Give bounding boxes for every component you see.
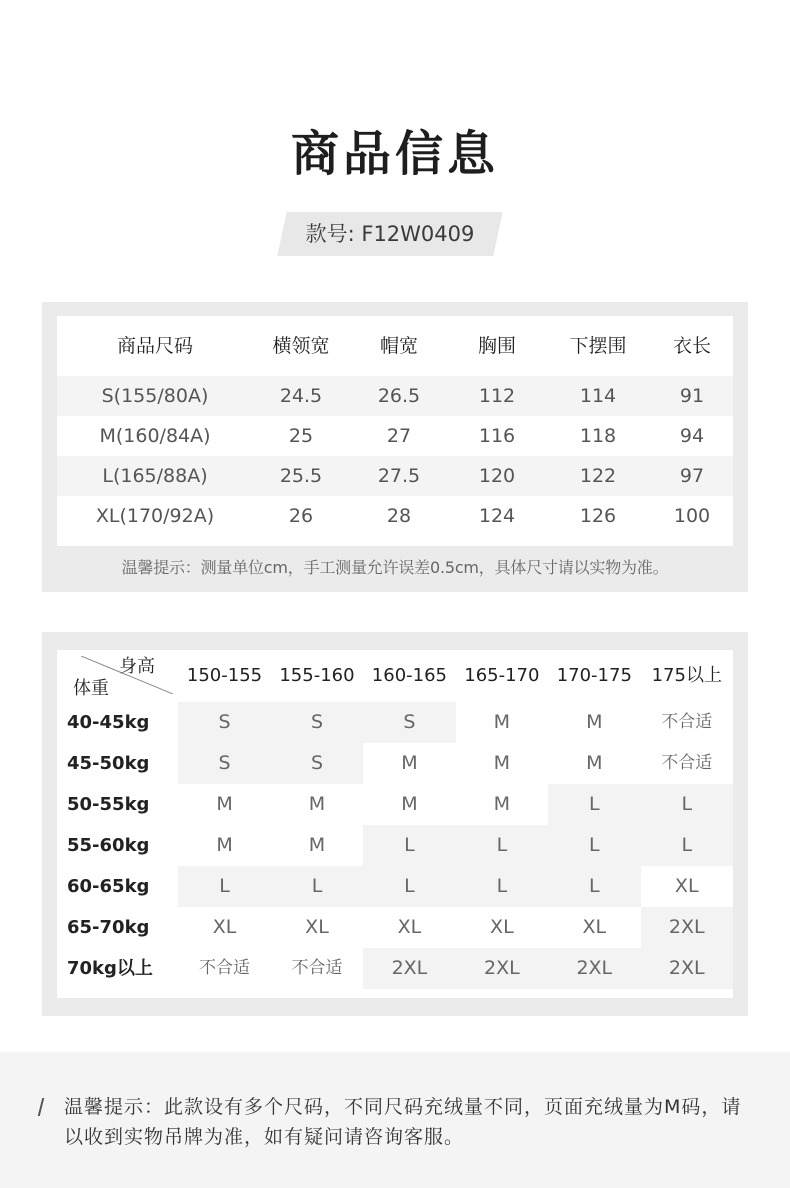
height-header: 175以上 bbox=[651, 665, 722, 686]
size-recommendation: S bbox=[363, 702, 455, 743]
size-recommendation: M bbox=[493, 793, 511, 815]
filling-notice: 温馨提示：此款设有多个尺码，不同尺码充绒量不同，页面充绒量为M码，请以收到实物吊牌为准，如有疑问请咨询客服。 bbox=[64, 1096, 742, 1148]
table-row bbox=[57, 702, 733, 743]
size-recommendation: 2XL bbox=[363, 948, 455, 989]
size-cell: 116 bbox=[478, 425, 516, 447]
size-cell: 124 bbox=[478, 505, 516, 527]
size-table-panel bbox=[42, 302, 748, 592]
size-recommendation: 2XL bbox=[641, 948, 733, 989]
slash-divider bbox=[38, 1098, 44, 1116]
size-recommendation: 不合适 bbox=[661, 753, 713, 773]
size-recommendation: 2XL bbox=[548, 948, 640, 989]
size-cell: M(160/84A) bbox=[99, 425, 211, 447]
weight-label: 40-45kg bbox=[67, 712, 150, 733]
size-recommendation: L bbox=[548, 784, 640, 825]
size-cell: 26 bbox=[288, 505, 314, 527]
size-recommendation: S bbox=[178, 702, 270, 743]
size-table bbox=[57, 316, 733, 546]
header-hood-width: 帽宽 bbox=[379, 335, 418, 357]
header-chest: 胸围 bbox=[477, 335, 516, 357]
size-recommendation: XL bbox=[212, 916, 237, 938]
size-recommendation: S bbox=[271, 702, 363, 743]
height-weight-panel bbox=[42, 632, 748, 1016]
size-recommendation: L bbox=[641, 784, 733, 825]
size-recommendation: XL bbox=[305, 916, 329, 938]
weight-label: 70kg以上 bbox=[67, 958, 153, 979]
size-cell: L(165/88A) bbox=[102, 465, 208, 487]
size-recommendation: 2XL bbox=[456, 948, 548, 989]
table-row bbox=[57, 743, 733, 784]
size-recommendation: XL bbox=[397, 916, 422, 938]
header-size: 商品尺码 bbox=[116, 335, 193, 357]
size-cell: 91 bbox=[679, 385, 705, 407]
size-cell: XL(170/92A) bbox=[95, 505, 215, 527]
height-weight-table bbox=[57, 650, 733, 998]
size-recommendation: L bbox=[548, 825, 640, 866]
size-cell: 126 bbox=[579, 505, 617, 527]
size-recommendation: M bbox=[401, 752, 418, 774]
size-recommendation: M bbox=[308, 834, 326, 856]
size-recommendation: M bbox=[308, 793, 326, 815]
height-header: 170-175 bbox=[556, 665, 632, 686]
height-header-row bbox=[57, 650, 733, 702]
size-cell: 97 bbox=[679, 465, 705, 487]
size-recommendation: M bbox=[493, 711, 511, 733]
height-header: 160-165 bbox=[371, 665, 448, 686]
height-header: 165-170 bbox=[464, 665, 540, 686]
style-number: 款号: F12W0409 bbox=[305, 222, 475, 246]
size-cell: 26.5 bbox=[377, 385, 421, 407]
size-recommendation: M bbox=[216, 793, 233, 815]
size-cell: 112 bbox=[478, 385, 516, 407]
page-title: 商品信息 bbox=[290, 126, 499, 182]
table-row bbox=[57, 784, 733, 825]
size-recommendation: M bbox=[216, 834, 233, 856]
table-row bbox=[57, 376, 733, 416]
size-cell: 120 bbox=[478, 465, 516, 487]
size-recommendation: L bbox=[363, 866, 455, 907]
size-recommendation: M bbox=[401, 793, 418, 815]
size-recommendation: 不合适 bbox=[291, 958, 343, 978]
weight-label: 50-55kg bbox=[67, 794, 150, 815]
header-length: 衣长 bbox=[672, 335, 711, 357]
header-collar-width: 横领宽 bbox=[272, 335, 330, 357]
corner-height-label: 身高 bbox=[119, 656, 155, 677]
size-recommendation: 不合适 bbox=[661, 712, 713, 732]
weight-label: 45-50kg bbox=[67, 753, 150, 774]
weight-label: 55-60kg bbox=[67, 835, 150, 856]
size-recommendation: XL bbox=[674, 875, 699, 897]
table-row bbox=[57, 416, 733, 456]
size-cell: 122 bbox=[579, 465, 617, 487]
size-recommendation: M bbox=[493, 752, 511, 774]
size-cell: 27.5 bbox=[377, 465, 421, 487]
size-recommendation: L bbox=[271, 866, 363, 907]
footer-notice bbox=[0, 1052, 790, 1188]
size-cell: S(155/80A) bbox=[101, 385, 209, 407]
size-recommendation: L bbox=[456, 866, 548, 907]
size-cell: 114 bbox=[579, 385, 617, 407]
weight-label: 65-70kg bbox=[67, 917, 150, 938]
size-recommendation: S bbox=[271, 743, 363, 784]
table-row bbox=[57, 456, 733, 496]
size-recommendation: M bbox=[586, 711, 603, 733]
table-row bbox=[57, 866, 733, 907]
height-header: 150-155 bbox=[186, 665, 263, 686]
size-cell: 27 bbox=[386, 425, 412, 447]
size-recommendation: XL bbox=[582, 916, 607, 938]
header-hem: 下摆围 bbox=[569, 335, 627, 357]
size-cell: 100 bbox=[673, 505, 711, 527]
size-table-header bbox=[57, 316, 733, 376]
table-row bbox=[57, 907, 733, 948]
table-row bbox=[57, 948, 733, 989]
size-recommendation: L bbox=[641, 825, 733, 866]
size-cell: 24.5 bbox=[279, 385, 323, 407]
size-recommendation: 不合适 bbox=[199, 958, 251, 978]
size-recommendation: L bbox=[548, 866, 640, 907]
size-recommendation: M bbox=[586, 752, 603, 774]
size-recommendation: L bbox=[178, 866, 270, 907]
measurement-note: 温馨提示：测量单位cm，手工测量允许误差0.5cm，具体尺寸请以实物为准。 bbox=[121, 558, 669, 577]
size-cell: 25.5 bbox=[279, 465, 323, 487]
height-header: 155-160 bbox=[279, 665, 355, 686]
size-recommendation: L bbox=[363, 825, 455, 866]
size-cell: 25 bbox=[288, 425, 314, 447]
table-row bbox=[57, 496, 733, 536]
size-cell: 94 bbox=[679, 425, 705, 447]
size-recommendation: S bbox=[178, 743, 270, 784]
table-row bbox=[57, 825, 733, 866]
corner-weight-label: 体重 bbox=[73, 678, 109, 699]
size-cell: 118 bbox=[579, 425, 617, 447]
size-recommendation: XL bbox=[490, 916, 514, 938]
weight-label: 60-65kg bbox=[67, 876, 150, 897]
table-corner bbox=[57, 650, 178, 702]
size-recommendation: L bbox=[456, 825, 548, 866]
size-recommendation: 2XL bbox=[641, 907, 733, 948]
size-cell: 28 bbox=[386, 505, 412, 527]
